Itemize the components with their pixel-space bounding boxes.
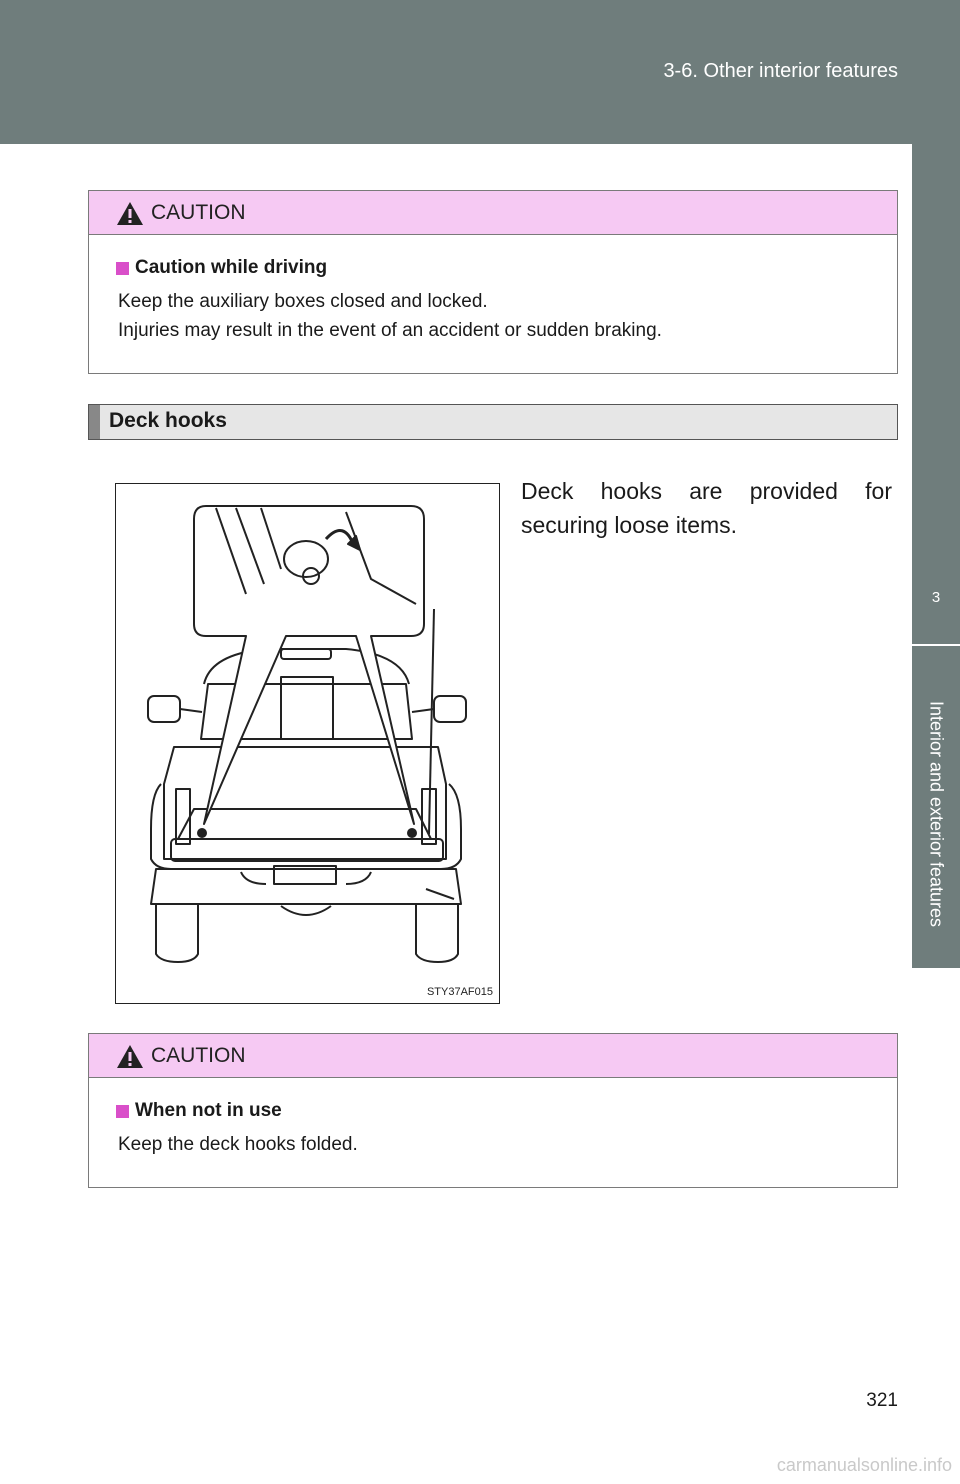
chapter-divider xyxy=(912,644,960,646)
pickup-truck-deck-hook-drawing xyxy=(116,484,499,1003)
caution-header xyxy=(89,1034,897,1078)
header-band xyxy=(0,0,960,144)
page-number: 321 xyxy=(866,1390,898,1411)
caution-text xyxy=(116,1130,897,1159)
section-heading-bar xyxy=(88,404,898,440)
caution-text xyxy=(116,287,897,345)
chapter-title: Interior and exterior features xyxy=(926,700,947,928)
caution-line: Keep the deck hooks folded. xyxy=(118,1134,358,1155)
caution-label: CAUTION xyxy=(151,201,246,224)
deck-hook-illustration xyxy=(115,483,500,1004)
caution-header xyxy=(89,191,897,235)
caution-line: Injuries may result in the event of an accident or sudden braking. xyxy=(118,320,662,341)
section-bar-accent xyxy=(89,405,100,439)
figure-code: STY37AF015 xyxy=(426,986,493,998)
chapter-number: 3 xyxy=(931,589,941,606)
chapter-side-tab xyxy=(912,144,960,968)
deck-hooks-description: Deck hooks are provided for securing loose items. xyxy=(521,478,892,538)
square-bullet-icon xyxy=(116,1105,129,1118)
square-bullet-icon xyxy=(116,262,129,275)
caution-label: CAUTION xyxy=(151,1044,246,1067)
caution-box-bottom xyxy=(88,1033,898,1188)
watermark: carmanualsonline.info xyxy=(776,1455,952,1475)
section-heading: Deck hooks xyxy=(109,409,227,432)
caution-subheading-row xyxy=(116,255,897,281)
caution-line: Keep the auxiliary boxes closed and locked. xyxy=(118,291,488,312)
caution-subheading: When not in use xyxy=(135,1100,282,1121)
caution-subheading-row xyxy=(116,1098,897,1124)
caution-body xyxy=(89,1078,897,1159)
section-title: 3-6. Other interior features xyxy=(663,60,898,82)
warning-triangle-icon xyxy=(116,1044,144,1069)
caution-subheading: Caution while driving xyxy=(135,257,328,278)
caution-box-top xyxy=(88,190,898,374)
warning-triangle-icon xyxy=(116,201,144,226)
caution-body xyxy=(89,235,897,345)
